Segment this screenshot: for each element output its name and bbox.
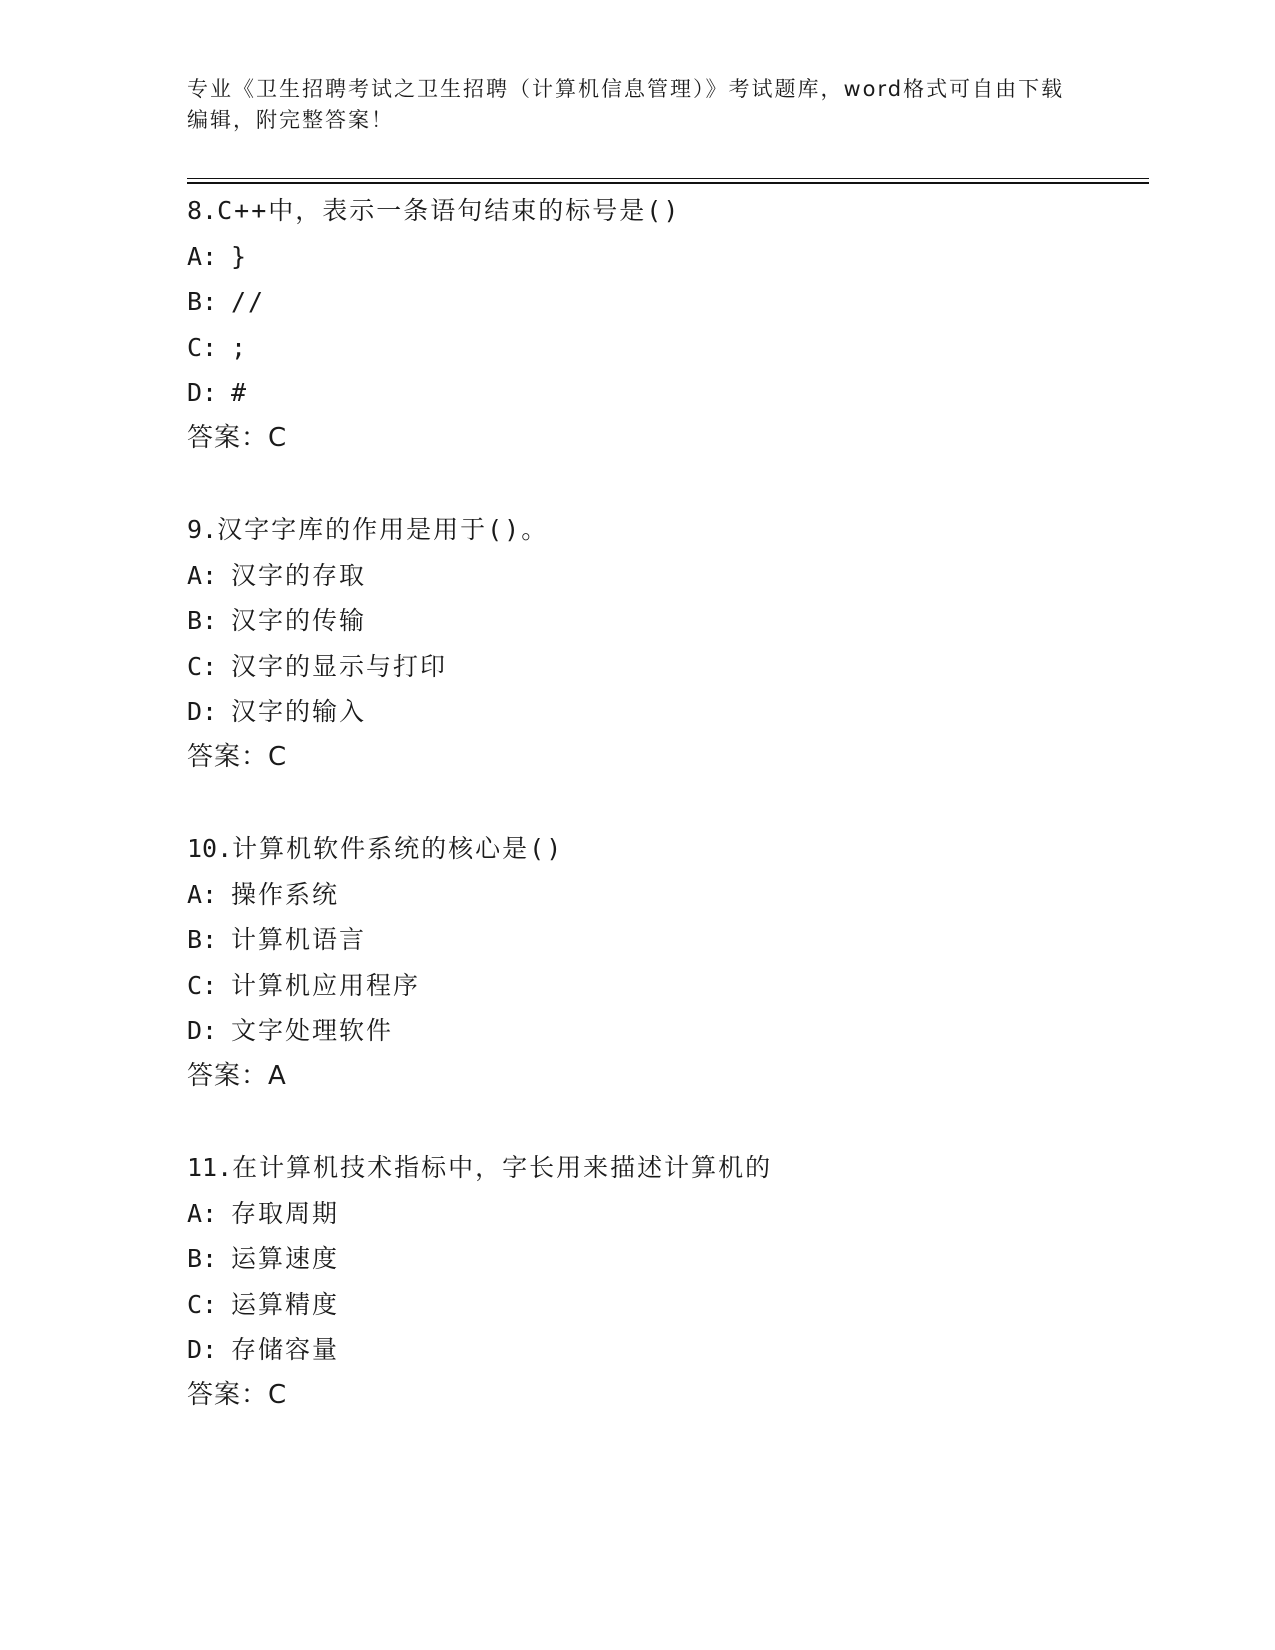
option-c [187,325,1147,371]
question-number: 9. [187,515,218,544]
option-text: 存取周期 [231,1198,340,1228]
option-text: } [231,241,249,271]
option-text: 汉字的输入 [231,697,367,726]
question-8 [187,188,1147,461]
question-11 [187,1145,1147,1418]
question-9 [187,507,1147,780]
option-text: // [231,287,266,316]
option-key: C: [187,1289,218,1319]
question-text: 计算机软件系统的核心是() [232,834,564,863]
option-a [187,872,1147,918]
question-number: 11. [187,1153,233,1182]
option-c [187,963,1147,1009]
question-text: 在计算机技术指标中，字长用来描述计算机的 [232,1153,773,1182]
option-key: D: [187,1016,218,1045]
option-key: C: [187,651,218,681]
option-b [187,917,1147,963]
option-text: ; [231,332,249,362]
header-divider-thick [187,182,1149,184]
answer-line: 答案：C [187,422,288,453]
question-10 [187,826,1147,1099]
question-number: 8. [187,196,218,225]
option-text: 汉字的显示与打印 [231,651,448,681]
question-text: 汉字字库的作用是用于()。 [217,515,549,544]
option-key: C: [187,332,218,362]
option-key: B: [187,1244,218,1273]
option-b [187,1236,1147,1282]
answer-line: 答案：C [187,741,288,772]
option-c [187,644,1147,690]
option-a [187,1191,1147,1237]
option-b [187,598,1147,644]
option-d [187,689,1147,735]
option-key: A: [187,241,218,271]
option-key: A: [187,560,218,590]
answer-line: 答案：C [187,1379,288,1410]
option-key: C: [187,970,218,1000]
option-key: B: [187,287,218,316]
question-title [187,826,1147,872]
question-title [187,188,1147,234]
option-b [187,279,1147,325]
question-number: 10. [187,834,233,863]
option-text: 文字处理软件 [231,1016,394,1045]
option-text: 存储容量 [231,1335,340,1364]
option-text: 计算机应用程序 [231,970,421,1000]
option-key: D: [187,378,218,407]
option-text: 计算机语言 [231,925,367,954]
option-d [187,370,1147,416]
option-key: B: [187,925,218,954]
option-text: 汉字的传输 [231,606,367,635]
header-divider-thin [187,178,1149,179]
option-key: D: [187,1335,218,1364]
option-d [187,1327,1147,1373]
answer-line: 答案：A [187,1060,287,1091]
option-a [187,234,1147,280]
question-title [187,1145,1147,1191]
option-key: D: [187,697,218,726]
option-key: A: [187,1198,218,1228]
option-key: B: [187,606,218,635]
option-key: A: [187,879,218,909]
option-d [187,1008,1147,1054]
option-text: 运算速度 [231,1244,340,1273]
option-text: 汉字的存取 [231,560,367,590]
question-text: C++中，表示一条语句结束的标号是() [217,196,681,225]
option-text: 操作系统 [231,879,340,909]
document-intro: 专业《卫生招聘考试之卫生招聘（计算机信息管理）》考试题库，word格式可自由下载编辑，附完整答案！ [187,77,1065,132]
option-text: 运算精度 [231,1289,340,1319]
question-list [187,188,1147,1418]
option-c [187,1282,1147,1328]
question-title [187,507,1147,553]
option-a [187,553,1147,599]
option-text: # [231,378,249,407]
